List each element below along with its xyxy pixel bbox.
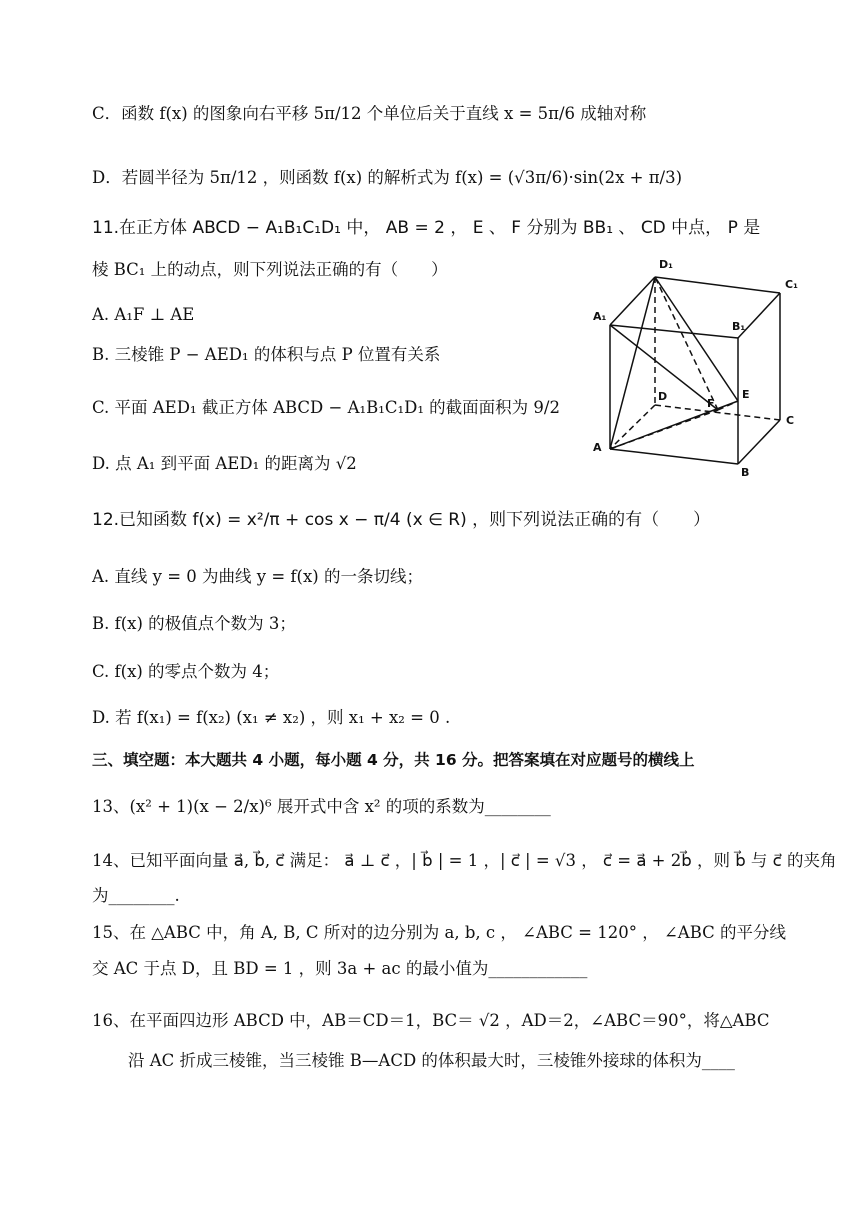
question-16-line2: 沿 AC 折成三棱锥，当三棱锥 B—ACD 的体积最大时，三棱锥外接球的体积为____ xyxy=(128,1051,735,1070)
question-12-option-c: C. f(x) 的零点个数为 4； xyxy=(92,662,280,681)
question-11-stem-line2: 棱 BC₁ 上的动点，则下列说法正确的有（ ） xyxy=(92,260,448,279)
question-12-option-d: D. 若 f(x₁) = f(x₂) (x₁ ≠ x₂) ，则 x₁ + x₂ = 0 . xyxy=(92,708,451,727)
question-14-line1: 14、已知平面向量 a⃗, b⃗, c⃗ 满足： a⃗ ⊥ c⃗ ，| b⃗ | = 1 ，| c⃗ | = √3 ， c⃗ = a⃗ + 2b⃗ ，则 b⃗ 与 c⃗ 的夹角 xyxy=(92,851,837,870)
question-12-option-b: B. f(x) 的极值点个数为 3； xyxy=(92,614,296,633)
question-15-line2: 交 AC 于点 D，且 BD = 1 ，则 3a + ac 的最小值为____________ xyxy=(92,959,588,978)
question-11-option-a: A. A₁F ⊥ AE xyxy=(92,305,195,324)
vertex-label-c: C xyxy=(786,414,795,427)
question-15-line1: 15、在 △ABC 中，角 A, B, C 所对的边分别为 a, b, c ， ∠ABC = 120° ， ∠ABC 的平分线 xyxy=(92,923,787,942)
vertex-label-e: E xyxy=(742,388,750,401)
question-11-option-b: B. 三棱锥 P − AED₁ 的体积与点 P 位置有关系 xyxy=(92,345,441,364)
question-13: 13、(x² + 1)(x − 2/x)⁶ 展开式中含 x² 的项的系数为________ xyxy=(92,797,551,816)
vertex-label-b: B xyxy=(741,466,750,479)
section-3-header: 三、填空题：本大题共 4 小题，每小题 4 分，共 16 分。把答案填在对应题号的横线上 xyxy=(92,751,695,769)
vertex-label-b1: B₁ xyxy=(732,320,746,333)
question-12-stem: 12.已知函数 f(x) = x²/π + cos x − π/4 (x ∈ R) ，则下列说法正确的有（ ） xyxy=(92,510,711,530)
cube-figure xyxy=(585,250,810,480)
vertex-label-d: D xyxy=(658,390,668,403)
vertex-label-a1: A₁ xyxy=(593,310,607,323)
question-11-option-c: C. 平面 AED₁ 截正方体 ABCD − A₁B₁C₁D₁ 的截面面积为 9/2 xyxy=(92,398,560,417)
vertex-label-d1: D₁ xyxy=(659,258,673,271)
question-16-line1: 16、在平面四边形 ABCD 中，AB＝CD＝1，BC＝ √2 ，AD＝2，∠ABC＝90°，将△ABC xyxy=(92,1011,770,1030)
question-10-option-c: C．函数 f(x) 的图象向右平移 5π/12 个单位后关于直线 x = 5π/6 成轴对称 xyxy=(92,104,647,123)
vertex-label-f: F xyxy=(707,397,715,410)
question-10-option-d: D．若圆半径为 5π/12 ，则函数 f(x) 的解析式为 f(x) = (√3π/6)·sin(2x + π/3) xyxy=(92,168,683,187)
vertex-label-c1: C₁ xyxy=(785,278,798,291)
question-11-stem-line1: 11.在正方体 ABCD − A₁B₁C₁D₁ 中， AB = 2 ， E 、 F 分别为 BB₁ 、 CD 中点， P 是 xyxy=(92,218,761,238)
question-11-option-d: D. 点 A₁ 到平面 AED₁ 的距离为 √2 xyxy=(92,454,357,473)
question-14-line2: 为________. xyxy=(92,886,180,905)
question-12-option-a: A. 直线 y = 0 为曲线 y = f(x) 的一条切线； xyxy=(92,567,423,586)
vertex-label-a: A xyxy=(593,441,602,454)
